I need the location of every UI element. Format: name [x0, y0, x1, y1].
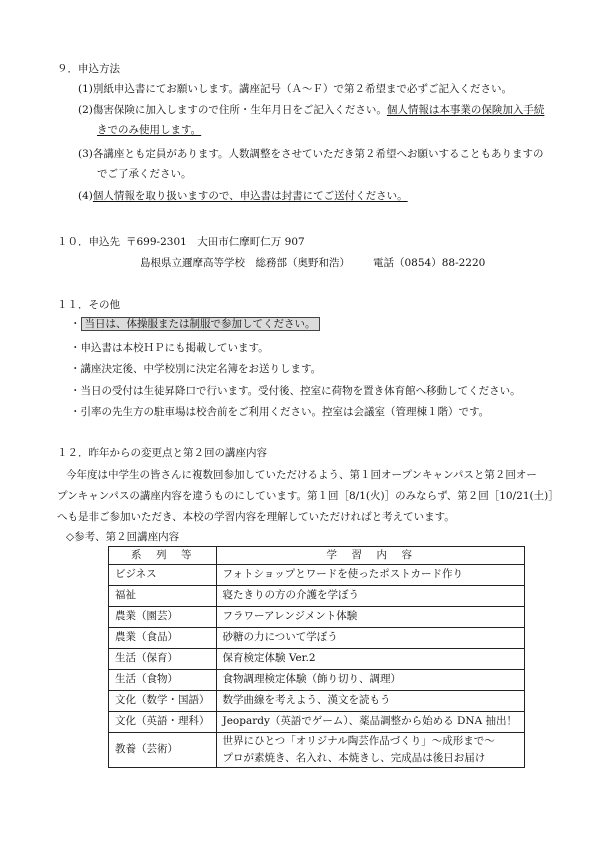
row-content-multiline	[216, 733, 525, 768]
row-content: 保育検定体験 Ver.2	[216, 649, 525, 670]
section-12-paragraph-3: へも是非ご参加いただき、本校の学習内容を理解していただければと考えています。	[57, 511, 455, 523]
row-category: 農業（食品）	[109, 628, 217, 649]
section-9-item-3-cont: でご了承ください。	[97, 168, 192, 180]
row-content-line-1: 世界にひとつ「オリジナル陶芸作品づくり」～成形まで～	[222, 735, 495, 747]
row-content: Jeopardy（英語でゲーム）、薬品調整から始める DNA 抽出！	[216, 712, 525, 733]
table-row	[109, 565, 525, 586]
table-row	[109, 607, 525, 628]
section-9-item-2-cont: きでのみ使用します。	[97, 124, 202, 136]
course-table	[108, 546, 525, 768]
row-content: 砂糖の力について学ぼう	[216, 628, 525, 649]
row-category: 教養（芸術）	[109, 733, 217, 768]
section-12-heading: １２．昨年からの変更点と第２回の講座内容	[57, 447, 267, 459]
section-11-highlight-line	[70, 318, 320, 332]
row-content: フォトショップとワードを使ったポストカード作り	[216, 565, 525, 586]
section-10-heading: １０．申込先	[57, 236, 120, 248]
item-4-prefix: (4)	[78, 190, 93, 202]
header-category: 系 列 等	[109, 547, 217, 565]
row-category: 文化（数学・国語）	[109, 691, 217, 712]
table-row	[109, 586, 525, 607]
row-category: 生活（食物）	[109, 670, 217, 691]
table-row	[109, 649, 525, 670]
row-content: 食物調理検定体験（飾り切り、調理）	[216, 670, 525, 691]
table-row	[109, 733, 525, 768]
section-9-item-2	[78, 104, 544, 118]
section-12-reference: ◇参考、第２回講座内容	[66, 531, 180, 543]
section-9-item-1: (1)別紙申込書にてお願いします。講座記号（Ａ～Ｆ）で第２希望まで必ずご記入ください。	[78, 83, 513, 95]
item-2-underlined: 個人情報は本事業の保険加入手続	[386, 104, 545, 116]
section-11-item: ・申込書は本校ＨＰにも掲載しています。	[70, 342, 269, 354]
section-11-item: ・当日の受付は生徒昇降口で行います。受付後、控室に荷物を置き体育館へ移動してください。	[70, 385, 521, 397]
row-content-line-2: プロが素焼き、名入れ、本焼きし、完成品は後日お届け	[222, 752, 486, 764]
highlight-notice: 当日は、体操服または制服で参加してください。	[81, 317, 320, 331]
row-content: フラワーアレンジメント体験	[216, 607, 525, 628]
section-9-heading: ９．申込方法	[57, 63, 120, 75]
row-content: 数学曲線を考えよう、漢文を読もう	[216, 691, 525, 712]
header-content: 学 習 内 容	[216, 547, 525, 565]
table-row	[109, 628, 525, 649]
row-category: 福祉	[109, 586, 217, 607]
row-category: ビジネス	[109, 565, 217, 586]
section-12-paragraph-2: プンキャンパスの講座内容を違うものにしています。第１回［8/1(火)］のみならず、第２回［10/21(土)］	[57, 490, 559, 502]
table-header-row	[109, 547, 525, 565]
row-content: 寝たきりの方の介護を学ぼう	[216, 586, 525, 607]
section-12-paragraph-1: 今年度は中学生の皆さんに複数回参加していただけるよう、第１回オープンキャンパスと第２回オー	[66, 469, 537, 481]
table-row	[109, 691, 525, 712]
row-category: 農業（園芸）	[109, 607, 217, 628]
table-row	[109, 712, 525, 733]
item-2-text: (2)傷害保険に加入しますので住所・生年月日をご記入ください。	[78, 104, 387, 116]
row-category: 生活（保育）	[109, 649, 217, 670]
section-11-item: ・講座決定後、中学校別に決定名簿をお送りします。	[70, 363, 322, 375]
section-11-item: ・引率の先生方の駐車場は校舎前をご利用ください。控室は会議室（管理棟１階）です。	[70, 406, 490, 418]
bullet: ・	[70, 318, 81, 330]
row-category: 文化（英語・理科）	[109, 712, 217, 733]
section-10-school: 島根県立邇摩高等学校 総務部（奥野和浩）	[140, 257, 350, 269]
section-11-heading: １１．その他	[57, 299, 120, 311]
section-9-item-3: (3)各講座とも定員があります。人数調整をさせていただき第２希望へお願いすることもありますの	[78, 148, 544, 160]
item-4-underlined: 個人情報を取り扱いますので、申込書は封書にてご送付ください。	[92, 190, 408, 202]
section-9-item-4	[78, 190, 408, 204]
section-10-address: 〒699-2301 大田市仁摩町仁万 907	[126, 236, 305, 248]
section-10-phone: 電話（0854）88-2220	[373, 257, 486, 269]
table-row	[109, 670, 525, 691]
